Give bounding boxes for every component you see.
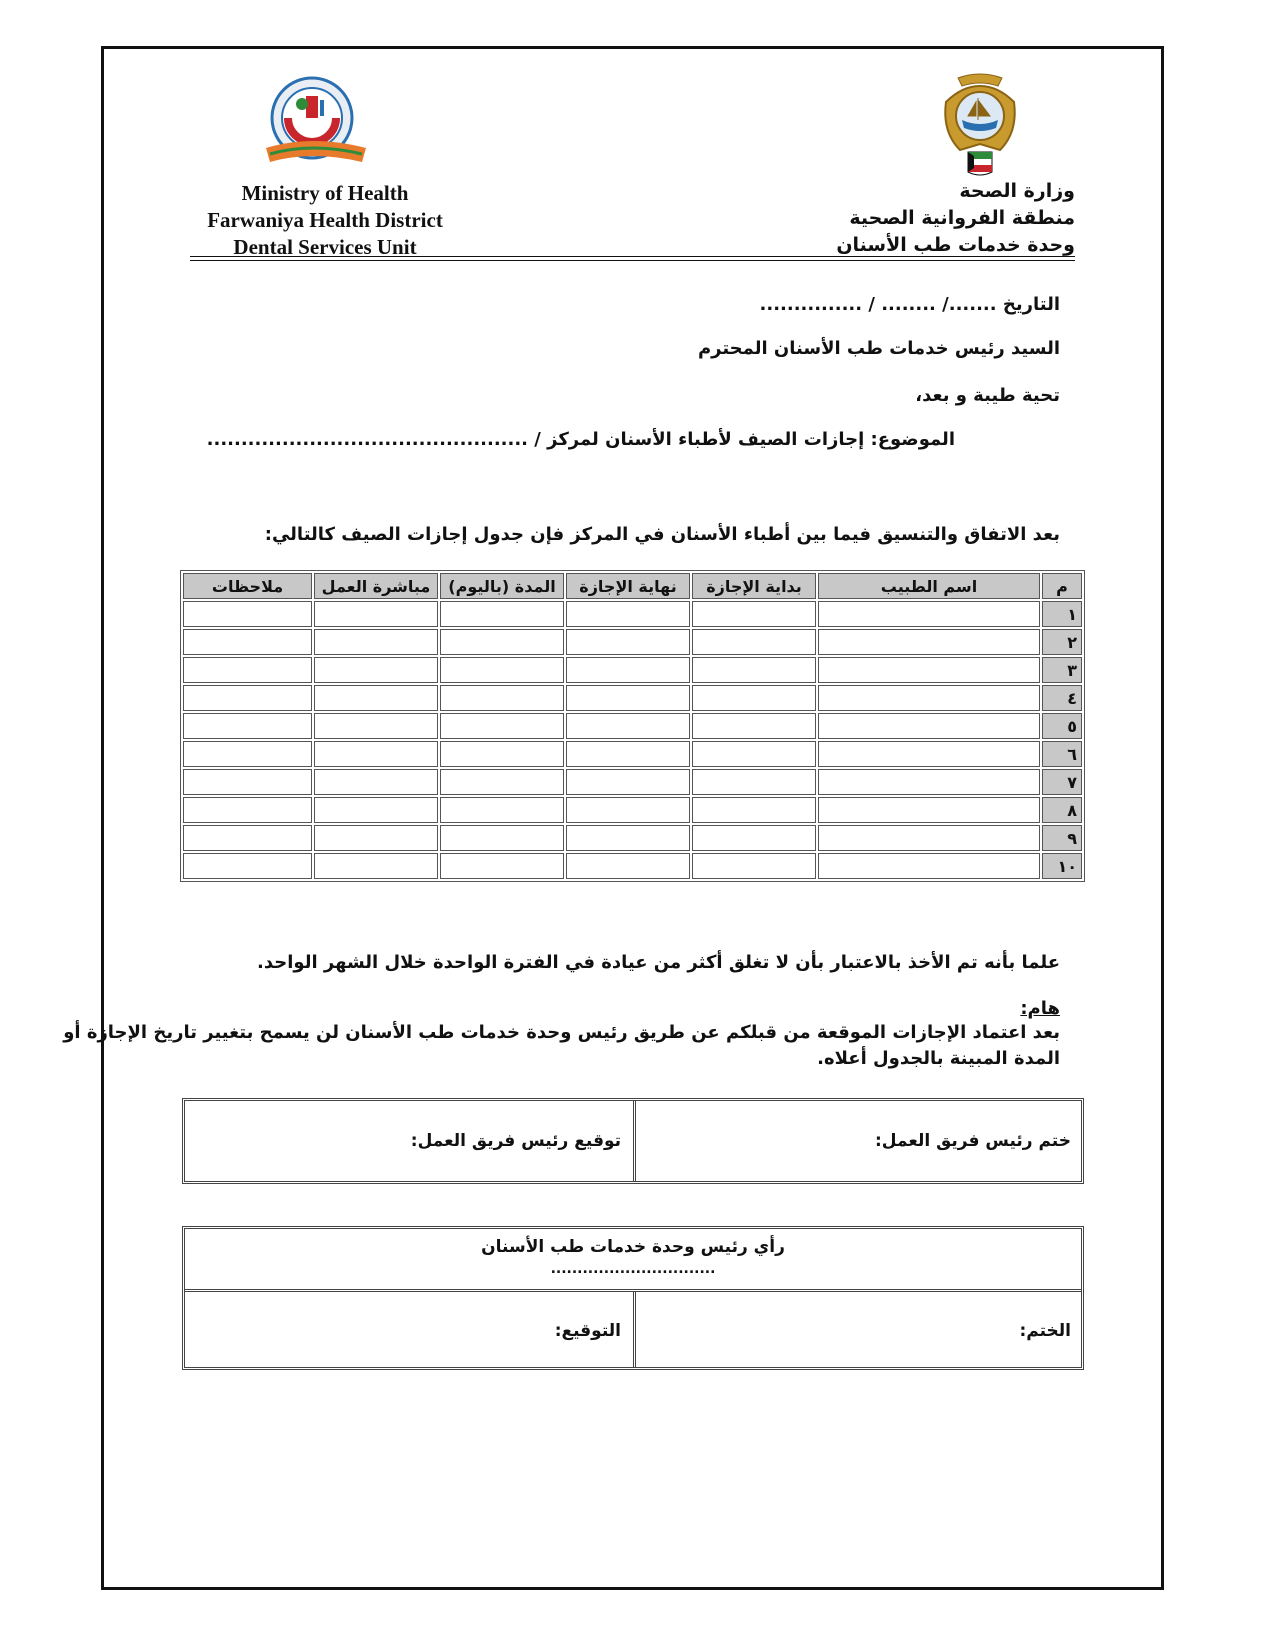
end-date-cell[interactable]	[566, 657, 690, 683]
return-to-work-cell[interactable]	[314, 601, 438, 627]
duration-cell[interactable]	[440, 601, 564, 627]
table-header-row	[183, 573, 1082, 599]
duration-cell[interactable]	[440, 629, 564, 655]
doctor-name-cell[interactable]	[818, 769, 1040, 795]
table-row	[183, 629, 1082, 655]
notes-cell[interactable]	[183, 629, 312, 655]
note-one-clinic: علما بأنه تم الأخذ بالاعتبار بأن لا تغلق أكثر من عيادة في الفترة الواحدة خلال الشهر الواحد.	[257, 952, 1060, 973]
header-end-date: نهاية الإجازة	[566, 573, 690, 599]
end-date-cell[interactable]	[566, 741, 690, 767]
header-return-to-work: مباشرة العمل	[314, 573, 438, 599]
table-body	[183, 601, 1082, 879]
team-leader-stamp-label: ختم رئيس فريق العمل:	[874, 1131, 1071, 1151]
doctor-name-cell[interactable]	[818, 685, 1040, 711]
duration-cell[interactable]	[440, 685, 564, 711]
duration-cell[interactable]	[440, 769, 564, 795]
duration-cell[interactable]	[440, 713, 564, 739]
table-row	[183, 741, 1082, 767]
start-date-cell[interactable]	[692, 853, 816, 879]
important-label: هام:	[1020, 998, 1060, 1019]
opinion-box	[182, 1226, 1084, 1370]
start-date-cell[interactable]	[692, 769, 816, 795]
signature-box	[182, 1098, 1084, 1184]
start-date-cell[interactable]	[692, 657, 816, 683]
arabic-header	[775, 178, 1075, 259]
row-number: ٨	[1042, 797, 1082, 823]
table-row	[183, 601, 1082, 627]
notes-cell[interactable]	[183, 601, 312, 627]
row-number: ٣	[1042, 657, 1082, 683]
table-row	[183, 797, 1082, 823]
header-duration: المدة (باليوم)	[440, 573, 564, 599]
start-date-cell[interactable]	[692, 685, 816, 711]
notes-cell[interactable]	[183, 685, 312, 711]
doctor-name-cell[interactable]	[818, 629, 1040, 655]
arabic-header-line-3: وحدة خدمات طب الأسنان	[836, 234, 1075, 256]
farwaniya-health-district-logo	[262, 74, 370, 172]
english-header-line-1: Ministry of Health	[241, 181, 409, 205]
end-date-cell[interactable]	[566, 629, 690, 655]
header-rule-bottom	[190, 260, 1075, 261]
doctor-name-cell[interactable]	[818, 853, 1040, 879]
row-number: ٢	[1042, 629, 1082, 655]
return-to-work-cell[interactable]	[314, 713, 438, 739]
return-to-work-cell[interactable]	[314, 769, 438, 795]
doctor-name-cell[interactable]	[818, 657, 1040, 683]
return-to-work-cell[interactable]	[314, 741, 438, 767]
end-date-cell[interactable]	[566, 769, 690, 795]
notes-cell[interactable]	[183, 769, 312, 795]
header-start-date: بداية الإجازة	[692, 573, 816, 599]
notes-cell[interactable]	[183, 741, 312, 767]
duration-cell[interactable]	[440, 797, 564, 823]
start-date-cell[interactable]	[692, 713, 816, 739]
start-date-cell[interactable]	[692, 825, 816, 851]
return-to-work-cell[interactable]	[314, 853, 438, 879]
row-number: ٧	[1042, 769, 1082, 795]
signature-box-divider	[633, 1101, 636, 1181]
greeting: تحية طيبة و بعد،	[915, 385, 1060, 406]
english-header-line-3: Dental Services Unit	[233, 235, 417, 259]
english-header-line-2: Farwaniya Health District	[207, 208, 443, 232]
table-row	[183, 853, 1082, 879]
table-row	[183, 769, 1082, 795]
return-to-work-cell[interactable]	[314, 657, 438, 683]
header-doctor-name: اسم الطبيب	[818, 573, 1040, 599]
arabic-header-line-2: منطقة الفروانية الصحية	[849, 207, 1075, 229]
end-date-cell[interactable]	[566, 853, 690, 879]
opinion-signature-label: التوقيع:	[554, 1321, 621, 1341]
start-date-cell[interactable]	[692, 741, 816, 767]
return-to-work-cell[interactable]	[314, 797, 438, 823]
doctor-name-cell[interactable]	[818, 741, 1040, 767]
important-line-1: بعد اعتماد الإجازات الموقعة من قبلكم عن طريق رئيس وحدة خدمات طب الأسنان لن يسمح بتغيير تاريخ الإجازة أو	[63, 1022, 1060, 1043]
intro-line: بعد الاتفاق والتنسيق فيما بين أطباء الأسنان في المركز فإن جدول إجازات الصيف كالتالي:	[264, 524, 1060, 545]
kuwait-emblem-logo	[940, 72, 1020, 178]
return-to-work-cell[interactable]	[314, 685, 438, 711]
end-date-cell[interactable]	[566, 685, 690, 711]
subject-line: الموضوع: إجازات الصيف لأطباء الأسنان لمركز / ...............................................	[206, 429, 955, 450]
english-header	[190, 180, 460, 261]
row-number: ١	[1042, 601, 1082, 627]
start-date-cell[interactable]	[692, 797, 816, 823]
header-number: م	[1042, 573, 1082, 599]
duration-cell[interactable]	[440, 741, 564, 767]
arabic-header-line-1: وزارة الصحة	[959, 180, 1075, 202]
notes-cell[interactable]	[183, 825, 312, 851]
row-number: ٥	[1042, 713, 1082, 739]
opinion-box-vertical-divider	[633, 1292, 636, 1367]
end-date-cell[interactable]	[566, 825, 690, 851]
end-date-cell[interactable]	[566, 601, 690, 627]
duration-cell[interactable]	[440, 825, 564, 851]
important-line-2: المدة المبينة بالجدول أعلاه.	[817, 1048, 1060, 1069]
doctor-name-cell[interactable]	[818, 825, 1040, 851]
return-to-work-cell[interactable]	[314, 825, 438, 851]
header-rule-top	[190, 256, 1075, 257]
doctor-name-cell[interactable]	[818, 713, 1040, 739]
opinion-dots: ...............................	[550, 1261, 716, 1277]
team-leader-signature-label: توقيع رئيس فريق العمل:	[410, 1131, 621, 1151]
table-row	[183, 685, 1082, 711]
notes-cell[interactable]	[183, 713, 312, 739]
opinion-stamp-label: الختم:	[1019, 1321, 1071, 1341]
start-date-cell[interactable]	[692, 601, 816, 627]
duration-cell[interactable]	[440, 853, 564, 879]
table-row	[183, 657, 1082, 683]
opinion-title: رأي رئيس وحدة خدمات طب الأسنان	[481, 1237, 785, 1257]
header-notes: ملاحظات	[183, 573, 312, 599]
row-number: ٩	[1042, 825, 1082, 851]
end-date-cell[interactable]	[566, 797, 690, 823]
addressee: السيد رئيس خدمات طب الأسنان المحترم	[697, 338, 1060, 359]
row-number: ٦	[1042, 741, 1082, 767]
row-number: ١٠	[1042, 853, 1082, 879]
doctor-name-cell[interactable]	[818, 601, 1040, 627]
doctor-name-cell[interactable]	[818, 797, 1040, 823]
notes-cell[interactable]	[183, 657, 312, 683]
end-date-cell[interactable]	[566, 713, 690, 739]
row-number: ٤	[1042, 685, 1082, 711]
start-date-cell[interactable]	[692, 629, 816, 655]
duration-cell[interactable]	[440, 657, 564, 683]
notes-cell[interactable]	[183, 853, 312, 879]
vacation-table	[180, 570, 1085, 882]
notes-cell[interactable]	[183, 797, 312, 823]
date-line: التاريخ ......./ ........ / ...............	[759, 294, 1060, 315]
table-row	[183, 825, 1082, 851]
return-to-work-cell[interactable]	[314, 629, 438, 655]
table-row	[183, 713, 1082, 739]
